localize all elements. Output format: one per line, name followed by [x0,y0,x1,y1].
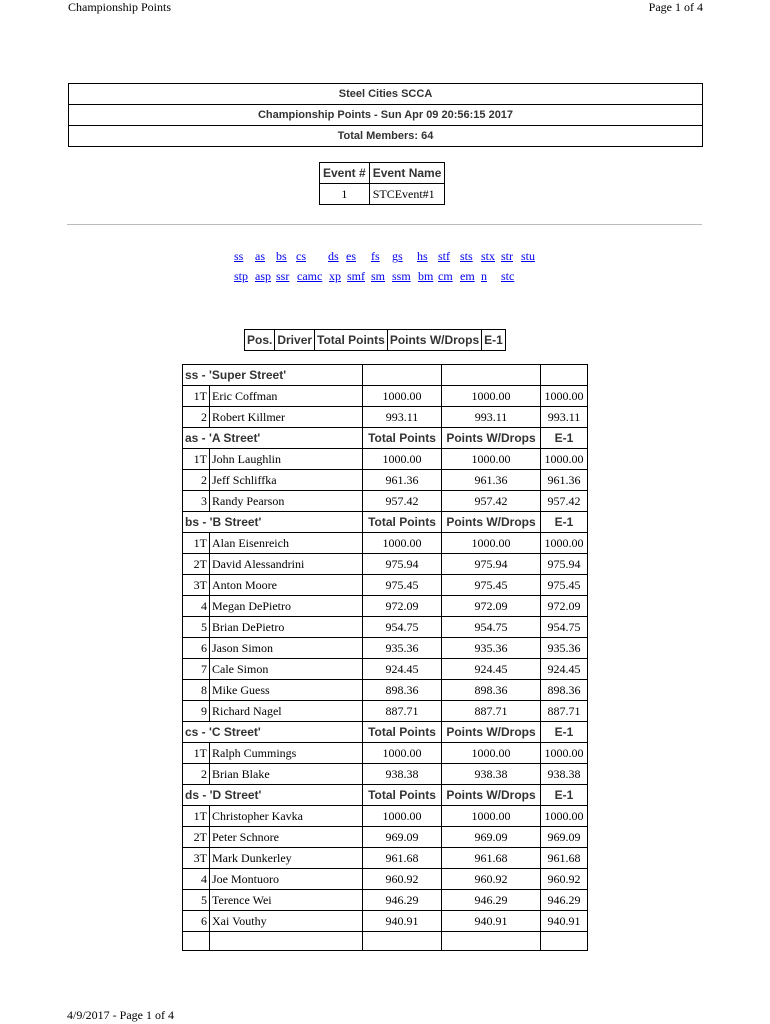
total-points-cell: 954.75 [363,617,442,638]
class-name: cs - 'C Street' [183,722,363,743]
position-cell: 1T [183,743,210,764]
total-points-cell: 1000.00 [363,449,442,470]
legend-pos: Pos. [245,330,275,351]
class-link-ds[interactable]: ds [328,249,339,263]
table-row [183,386,588,407]
driver-cell: David Alessandrini [210,554,363,575]
driver-cell: Cale Simon [210,659,363,680]
driver-cell: Randy Pearson [210,491,363,512]
class-header-row [183,428,588,449]
total-points-cell: 969.09 [363,827,442,848]
legend-table [244,329,506,351]
total-points-cell: 961.68 [363,848,442,869]
points-drops-cell: 887.71 [442,701,541,722]
legend-points-drops: Points W/Drops [387,330,481,351]
class-link-bs[interactable]: bs [276,249,287,263]
empty-cell [541,365,588,386]
points-drops-cell: 960.92 [442,869,541,890]
class-link-sm[interactable]: sm [371,269,386,283]
points-drops-cell: 1000.00 [442,806,541,827]
total-points-cell: 1000.00 [363,806,442,827]
org-title: Steel Cities SCCA [69,84,702,105]
table-row [183,827,588,848]
points-drops-cell: 1000.00 [442,449,541,470]
position-cell: 2 [183,407,210,428]
total-points-cell: 1000.00 [363,386,442,407]
class-link-fs[interactable]: fs [371,249,380,263]
e1-cell: 1000.00 [541,386,588,407]
class-link-bm[interactable]: bm [418,269,434,283]
class-header-row [183,785,588,806]
class-link-n[interactable]: n [481,269,487,283]
points-drops-cell: 898.36 [442,680,541,701]
table-row [183,680,588,701]
driver-cell: Christopher Kavka [210,806,363,827]
total-points-cell: 972.09 [363,596,442,617]
e1-cell: 935.36 [541,638,588,659]
driver-cell: John Laughlin [210,449,363,470]
table-row [183,869,588,890]
total-points-cell: 993.11 [363,407,442,428]
e1-cell: 924.45 [541,659,588,680]
e1-cell: 938.38 [541,764,588,785]
table-row [183,491,588,512]
position-cell: 6 [183,911,210,932]
position-cell: 1T [183,533,210,554]
class-link-hs[interactable]: hs [417,249,428,263]
points-drops-cell: 940.91 [442,911,541,932]
e1-cell: 961.36 [541,470,588,491]
table-row [183,848,588,869]
driver-cell: Brian DePietro [210,617,363,638]
position-cell: 2T [183,554,210,575]
position-cell: 4 [183,869,210,890]
driver-cell: Richard Nagel [210,701,363,722]
class-name: as - 'A Street' [183,428,363,449]
e1-cell: 1000.00 [541,806,588,827]
report-subtitle: Championship Points - Sun Apr 09 20:56:15 2017 [69,105,702,126]
points-drops-cell: 938.38 [442,764,541,785]
total-points-cell: 887.71 [363,701,442,722]
e1-cell: 1000.00 [541,449,588,470]
class-link-stc[interactable]: stc [501,269,515,283]
e1-cell: 960.92 [541,869,588,890]
position-cell: 4 [183,596,210,617]
table-row [183,743,588,764]
table-row [183,533,588,554]
class-name: bs - 'B Street' [183,512,363,533]
driver-cell: Megan DePietro [210,596,363,617]
points-drops-header: Points W/Drops [442,722,541,743]
total-points-cell: 1000.00 [363,533,442,554]
total-points-cell: 946.29 [363,890,442,911]
results-table [182,364,588,951]
e1-cell: 954.75 [541,617,588,638]
position-cell: 2T [183,827,210,848]
class-link-stp[interactable]: stp [234,269,249,283]
e1-cell: 887.71 [541,701,588,722]
class-link-em[interactable]: em [460,269,475,283]
e1-cell: 898.36 [541,680,588,701]
class-link-ssm[interactable]: ssm [392,269,411,283]
class-link-stu[interactable]: stu [521,249,536,263]
table-row [183,470,588,491]
total-points-header: Total Points [363,428,442,449]
points-drops-cell: 935.36 [442,638,541,659]
event-number-header: Event # [320,163,370,184]
points-drops-cell: 993.11 [442,407,541,428]
e1-header: E-1 [541,428,588,449]
total-points-cell: 898.36 [363,680,442,701]
position-cell: 5 [183,890,210,911]
class-link-camc[interactable]: camc [297,269,323,283]
position-cell: 7 [183,659,210,680]
points-drops-cell: 924.45 [442,659,541,680]
empty-cell [442,365,541,386]
points-drops-header: Points W/Drops [442,785,541,806]
table-row [183,890,588,911]
e1-cell: 993.11 [541,407,588,428]
driver-cell: Alan Eisenreich [210,533,363,554]
points-drops-cell: 961.36 [442,470,541,491]
points-drops-cell: 946.29 [442,890,541,911]
blank-row [183,932,588,951]
total-points-cell: 924.45 [363,659,442,680]
class-link-ss[interactable]: ss [234,249,244,263]
empty-cell [363,932,442,951]
e1-cell: 961.68 [541,848,588,869]
points-drops-cell: 975.45 [442,575,541,596]
class-name: ds - 'D Street' [183,785,363,806]
class-link-smf[interactable]: smf [347,269,365,283]
points-drops-cell: 954.75 [442,617,541,638]
page-footer: 4/9/2017 - Page 1 of 4 [67,1008,174,1022]
position-cell: 9 [183,701,210,722]
driver-cell: Eric Coffman [210,386,363,407]
empty-cell [541,932,588,951]
class-link-str[interactable]: str [501,249,513,263]
class-link-stx[interactable]: stx [481,249,496,263]
total-points-header: Total Points [363,785,442,806]
page-header-number: Page 1 of 4 [648,0,703,14]
table-row [183,638,588,659]
member-count: Total Members: 64 [337,130,434,142]
table-row [183,701,588,722]
class-link-es[interactable]: es [346,249,356,263]
points-drops-cell: 969.09 [442,827,541,848]
legend-driver: Driver [275,330,315,351]
points-drops-cell: 975.94 [442,554,541,575]
position-cell: 3T [183,848,210,869]
driver-cell: Anton Moore [210,575,363,596]
table-row [183,617,588,638]
class-link-sts[interactable]: sts [460,249,473,263]
event-name: STCEvent#1 [369,184,445,205]
e1-header: E-1 [541,512,588,533]
table-row [183,575,588,596]
e1-cell: 940.91 [541,911,588,932]
driver-cell: Ralph Cummings [210,743,363,764]
table-row [183,911,588,932]
points-drops-cell: 957.42 [442,491,541,512]
e1-cell: 975.94 [541,554,588,575]
position-cell: 3T [183,575,210,596]
points-drops-cell: 1000.00 [442,743,541,764]
e1-cell: 969.09 [541,827,588,848]
e1-cell: 1000.00 [541,743,588,764]
total-points-cell: 960.92 [363,869,442,890]
class-link-cs[interactable]: cs [296,249,306,263]
points-drops-cell: 1000.00 [442,533,541,554]
position-cell: 2 [183,764,210,785]
total-points-cell: 938.38 [363,764,442,785]
e1-header: E-1 [541,722,588,743]
total-points-cell: 1000.00 [363,743,442,764]
class-link-asp[interactable]: asp [255,269,271,283]
empty-cell [442,932,541,951]
empty-cell [183,932,210,951]
driver-cell: Robert Killmer [210,407,363,428]
class-link-as[interactable]: as [255,249,265,263]
class-link-xp[interactable]: xp [329,269,341,283]
table-row [183,596,588,617]
empty-cell [210,932,363,951]
points-drops-cell: 1000.00 [442,386,541,407]
position-cell: 1T [183,386,210,407]
e1-cell: 972.09 [541,596,588,617]
class-link-ssr[interactable]: ssr [276,269,290,283]
driver-cell: Jeff Schliffka [210,470,363,491]
total-points-cell: 940.91 [363,911,442,932]
e1-cell: 1000.00 [541,533,588,554]
driver-cell: Joe Montuoro [210,869,363,890]
driver-cell: Xai Vouthy [210,911,363,932]
position-cell: 2 [183,470,210,491]
event-name-header: Event Name [369,163,445,184]
class-link-gs[interactable]: gs [392,249,403,263]
position-cell: 3 [183,491,210,512]
class-header-row [183,512,588,533]
total-points-cell: 957.42 [363,491,442,512]
class-link-cm[interactable]: cm [438,269,453,283]
class-link-stf[interactable]: stf [438,249,450,263]
position-cell: 5 [183,617,210,638]
driver-cell: Terence Wei [210,890,363,911]
e1-cell: 957.42 [541,491,588,512]
total-points-cell: 975.45 [363,575,442,596]
page-header-title: Championship Points [68,0,172,14]
class-header-row [183,365,588,386]
class-header-row [183,722,588,743]
table-row [183,407,588,428]
total-points-cell: 961.36 [363,470,442,491]
driver-cell: Peter Schnore [210,827,363,848]
legend-e1: E-1 [482,330,506,351]
class-name: ss - 'Super Street' [183,365,363,386]
e1-cell: 975.45 [541,575,588,596]
points-drops-cell: 961.68 [442,848,541,869]
total-points-header: Total Points [363,722,442,743]
e1-header: E-1 [541,785,588,806]
position-cell: 8 [183,680,210,701]
driver-cell: Mark Dunkerley [210,848,363,869]
table-row [183,806,588,827]
class-links [0,0,770,300]
total-points-cell: 935.36 [363,638,442,659]
event-number: 1 [320,184,370,205]
e1-cell: 946.29 [541,890,588,911]
position-cell: 6 [183,638,210,659]
table-row [183,659,588,680]
driver-cell: Brian Blake [210,764,363,785]
total-points-header: Total Points [363,512,442,533]
position-cell: 1T [183,449,210,470]
table-row [183,449,588,470]
table-row [183,764,588,785]
legend-total-points: Total Points [315,330,388,351]
points-drops-cell: 972.09 [442,596,541,617]
total-points-cell: 975.94 [363,554,442,575]
driver-cell: Mike Guess [210,680,363,701]
points-drops-header: Points W/Drops [442,512,541,533]
position-cell: 1T [183,806,210,827]
driver-cell: Jason Simon [210,638,363,659]
points-drops-header: Points W/Drops [442,428,541,449]
empty-cell [363,365,442,386]
table-row [183,554,588,575]
